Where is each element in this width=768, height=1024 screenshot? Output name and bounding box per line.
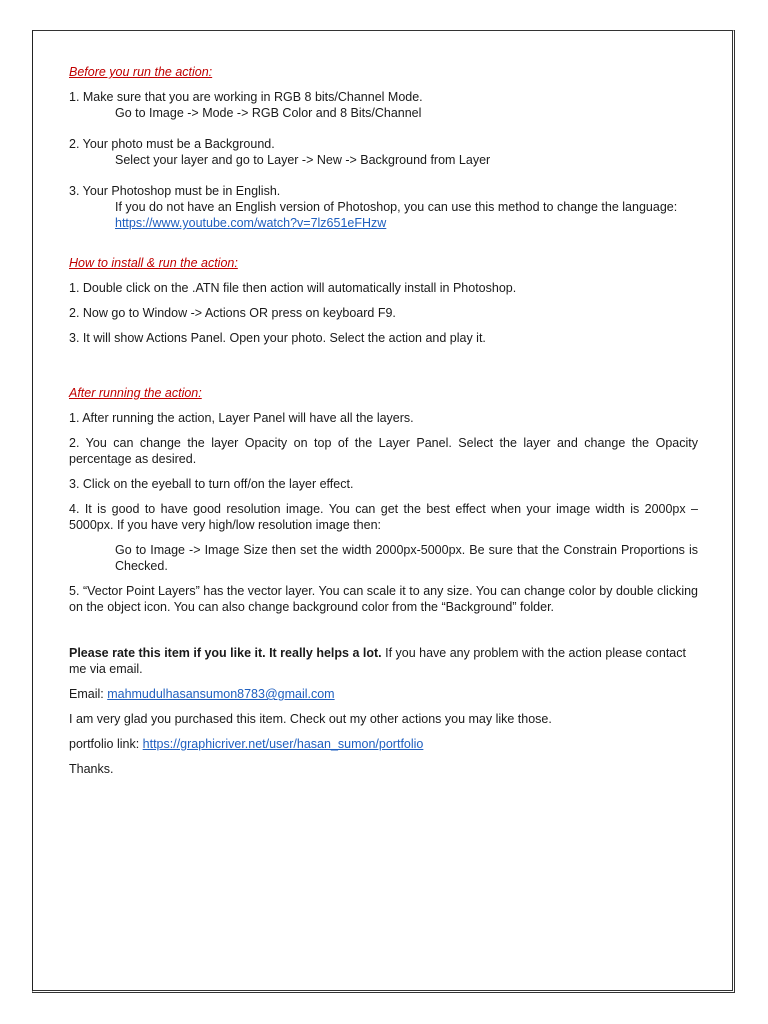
step-3-sub (69, 199, 698, 231)
document-body (69, 64, 698, 777)
install-step-1: 1. Double click on the .ATN file then action will automatically install in Photoshop. (69, 281, 517, 295)
after-step-4: 4. It is good to have good resolution image. You can get the best effect when your image width is 2000px – 5000px. If you have very high/low resolution image then: (69, 502, 698, 532)
install-step-2: 2. Now go to Window -> Actions OR press on keyboard F9. (69, 306, 396, 320)
after-step-4-sub: Go to Image -> Image Size then set the width 2000px-5000px. Be sure that the Constrain Proportions is Checked. (115, 543, 698, 573)
step-1-sub: Go to Image -> Mode -> RGB Color and 8 Bits/Channel (115, 106, 422, 120)
step-2-sub: Select your layer and go to Layer -> New -> Background from Layer (115, 153, 491, 167)
step-1-text: 1. Make sure that you are working in RGB 8 bits/Channel Mode. (69, 90, 423, 104)
after-step-5: 5. “Vector Point Layers” has the vector layer. You can scale it to any size. You can change color by double clicking on the object icon. You can also change background color from the “Background” folder. (69, 584, 698, 614)
rate-paragraph (69, 645, 698, 677)
thanks-text: Thanks. (69, 762, 114, 776)
step-3-text: 3. Your Photoshop must be in English. (69, 184, 281, 198)
portfolio-line (69, 736, 698, 752)
email-label: Email: (69, 687, 108, 701)
after-step-2: 2. You can change the layer Opacity on top of the Layer Panel. Select the layer and change the Opacity percentage as desired. (69, 436, 698, 466)
install-step-3: 3. It will show Actions Panel. Open your photo. Select the action and play it. (69, 331, 486, 345)
after-step-1: 1. After running the action, Layer Panel will have all the layers. (69, 411, 414, 425)
portfolio-label: portfolio link: (69, 737, 143, 751)
rate-bold-text: Please rate this item if you like it. It really helps a lot. (69, 646, 382, 660)
section-heading-install: How to install & run the action: (69, 256, 238, 270)
step-3-sub-text: If you do not have an English version of Photoshop, you can use this method to change the language: (115, 200, 678, 214)
portfolio-link[interactable]: https://graphicriver.net/user/hasan_sumon/portfolio (142, 737, 424, 751)
youtube-link[interactable]: https://www.youtube.com/watch?v=7lz651eFHzw (115, 216, 387, 230)
after-step-3: 3. Click on the eyeball to turn off/on the layer effect. (69, 477, 354, 491)
step-2-text: 2. Your photo must be a Background. (69, 137, 275, 151)
email-line (69, 686, 698, 702)
section-heading-before-run: Before you run the action: (69, 65, 213, 79)
glad-text: I am very glad you purchased this item. Check out my other actions you may like those. (69, 712, 552, 726)
email-link[interactable]: mahmudulhasansumon8783@gmail.com (107, 687, 335, 701)
rate-rest-text: If you have any problem with the action please contact me via email. (69, 646, 686, 676)
section-heading-after-run: After running the action: (69, 386, 202, 400)
